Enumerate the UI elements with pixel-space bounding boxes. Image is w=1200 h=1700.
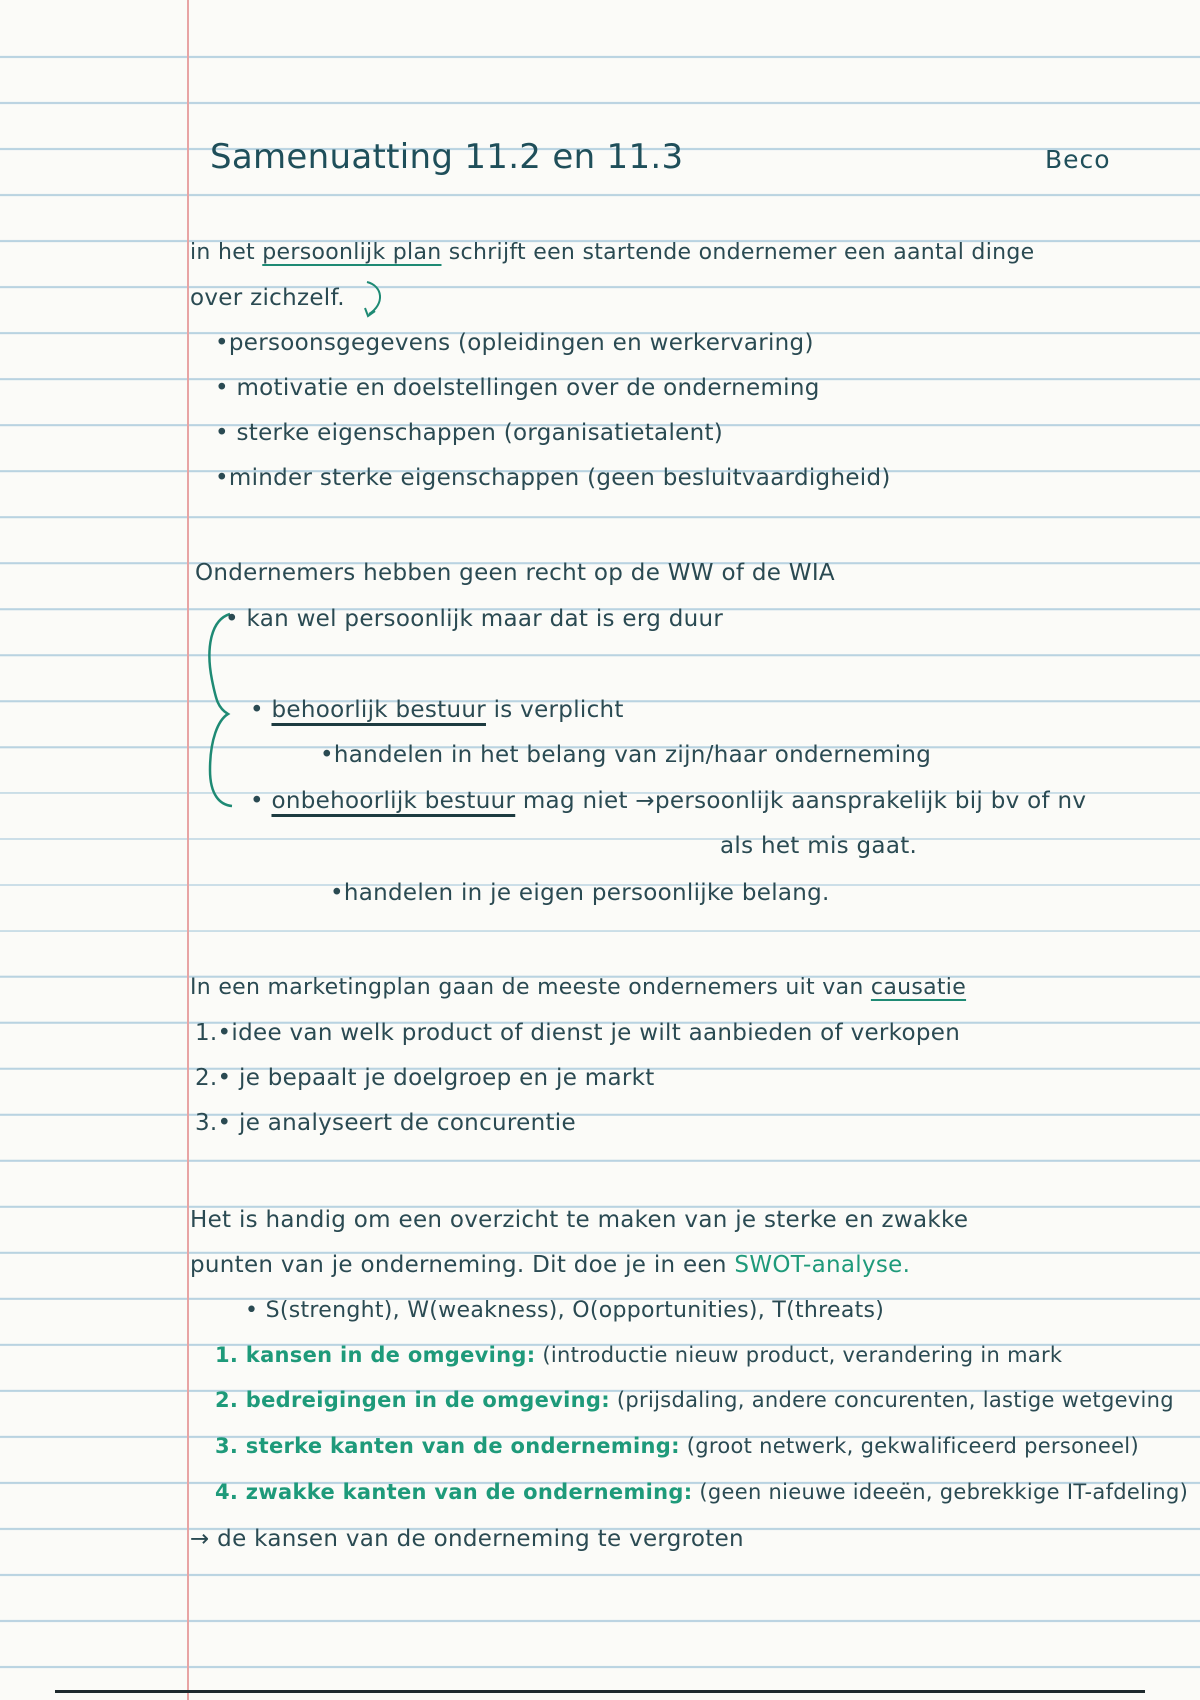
swot-term: SWOT-analyse.: [734, 1252, 911, 1278]
page-title: Samenuatting 11.2 en 11.3: [210, 137, 684, 177]
section3-item-1: 1.•idee van welk product of dienst je wilt aanbieden of verkopen: [195, 1020, 961, 1046]
swot-item-1-detail: (introductie nieuw product, verandering in mark: [535, 1343, 1063, 1367]
section2-heading: Ondernemers hebben geen recht op de WW of de WIA: [195, 560, 835, 586]
item2-bullet: •: [250, 697, 272, 723]
swot-item-2: [215, 1388, 1174, 1412]
swot-item-1-label: 1. kansen in de omgeving:: [215, 1343, 536, 1367]
section1-item-1: •persoonsgegevens (opleidingen en werkervaring): [215, 330, 814, 356]
section2-item-2-sub: •handelen in het belang van zijn/haar onderneming: [320, 742, 932, 768]
behoorlijk-bestuur-term: behoorlijk bestuur: [271, 697, 486, 723]
item2-rest: is verplicht: [485, 697, 624, 723]
section2-item-2: [250, 697, 624, 723]
swot-item-4-label: 4. zwakke kanten van de onderneming:: [215, 1480, 693, 1504]
section4-conclusion: → de kansen van de onderneming te vergroten: [190, 1526, 744, 1552]
swot-item-2-detail: (prijsdaling, andere concurenten, lastige wetgeving: [609, 1388, 1174, 1412]
swot-item-2-label: 2. bedreigingen in de omgeving:: [215, 1388, 610, 1412]
swot-item-4: [215, 1480, 1188, 1504]
section4-line-2-pre: punten van je onderneming. Dit doe je in een: [190, 1252, 735, 1278]
section3-heading: [190, 975, 966, 1000]
section1-intro: [190, 240, 1034, 265]
section2-item-3: [250, 788, 1086, 814]
section1-intro-line2: over zichzelf.: [190, 285, 345, 311]
section2-item-1: • kan wel persoonlijk maar dat is erg duur: [225, 606, 724, 632]
swot-item-1: [215, 1343, 1062, 1367]
item3-bullet: •: [250, 788, 272, 814]
swot-legend: • S(strenght), W(weakness), O(opportunities), T(threats): [245, 1298, 885, 1323]
intro-term: persoonlijk plan: [262, 240, 442, 265]
section3-heading-pre: In een marketingplan gaan de meeste ondernemers uit van: [190, 975, 871, 1000]
swot-item-3-label: 3. sterke kanten van de onderneming:: [215, 1434, 680, 1458]
causatie-term: causatie: [870, 975, 967, 1000]
curved-arrow-icon: [355, 278, 395, 328]
onbehoorlijk-bestuur-term: onbehoorlijk bestuur: [271, 788, 516, 814]
swot-item-4-detail: (geen nieuwe ideeën, gebrekkige IT-afdeling): [692, 1480, 1189, 1504]
section1-item-3: • sterke eigenschappen (organisatietalent): [215, 420, 724, 446]
margin-line: [187, 0, 189, 1700]
section1-item-4: •minder sterke eigenschappen (geen besluitvaardigheid): [215, 465, 891, 491]
bottom-rule: [55, 1690, 1145, 1693]
section1-item-2: • motivatie en doelstellingen over de onderneming: [215, 375, 820, 401]
item3-rest: mag niet →persoonlijk aansprakelijk bij bv of nv: [515, 788, 1087, 814]
section3-item-3: 3.• je analyseert de concurentie: [195, 1110, 576, 1136]
intro-pre: in het: [190, 240, 263, 265]
section2-item-3-cont: als het mis gaat.: [720, 833, 918, 859]
author-name: Beco: [1045, 145, 1111, 174]
section2-item-3-sub: •handelen in je eigen persoonlijke belang.: [330, 880, 830, 906]
curly-brace-icon: [200, 610, 240, 810]
section4-line-1: Het is handig om een overzicht te maken van je sterke en zwakke: [190, 1207, 969, 1233]
section3-item-2: 2.• je bepaalt je doelgroep en je markt: [195, 1065, 655, 1091]
intro-post: schrijft een startende ondernemer een aantal dinge: [441, 240, 1035, 265]
swot-item-3-detail: (groot netwerk, gekwalificeerd personeel): [679, 1434, 1139, 1458]
swot-item-3: [215, 1434, 1139, 1458]
section4-line-2: [190, 1252, 910, 1278]
